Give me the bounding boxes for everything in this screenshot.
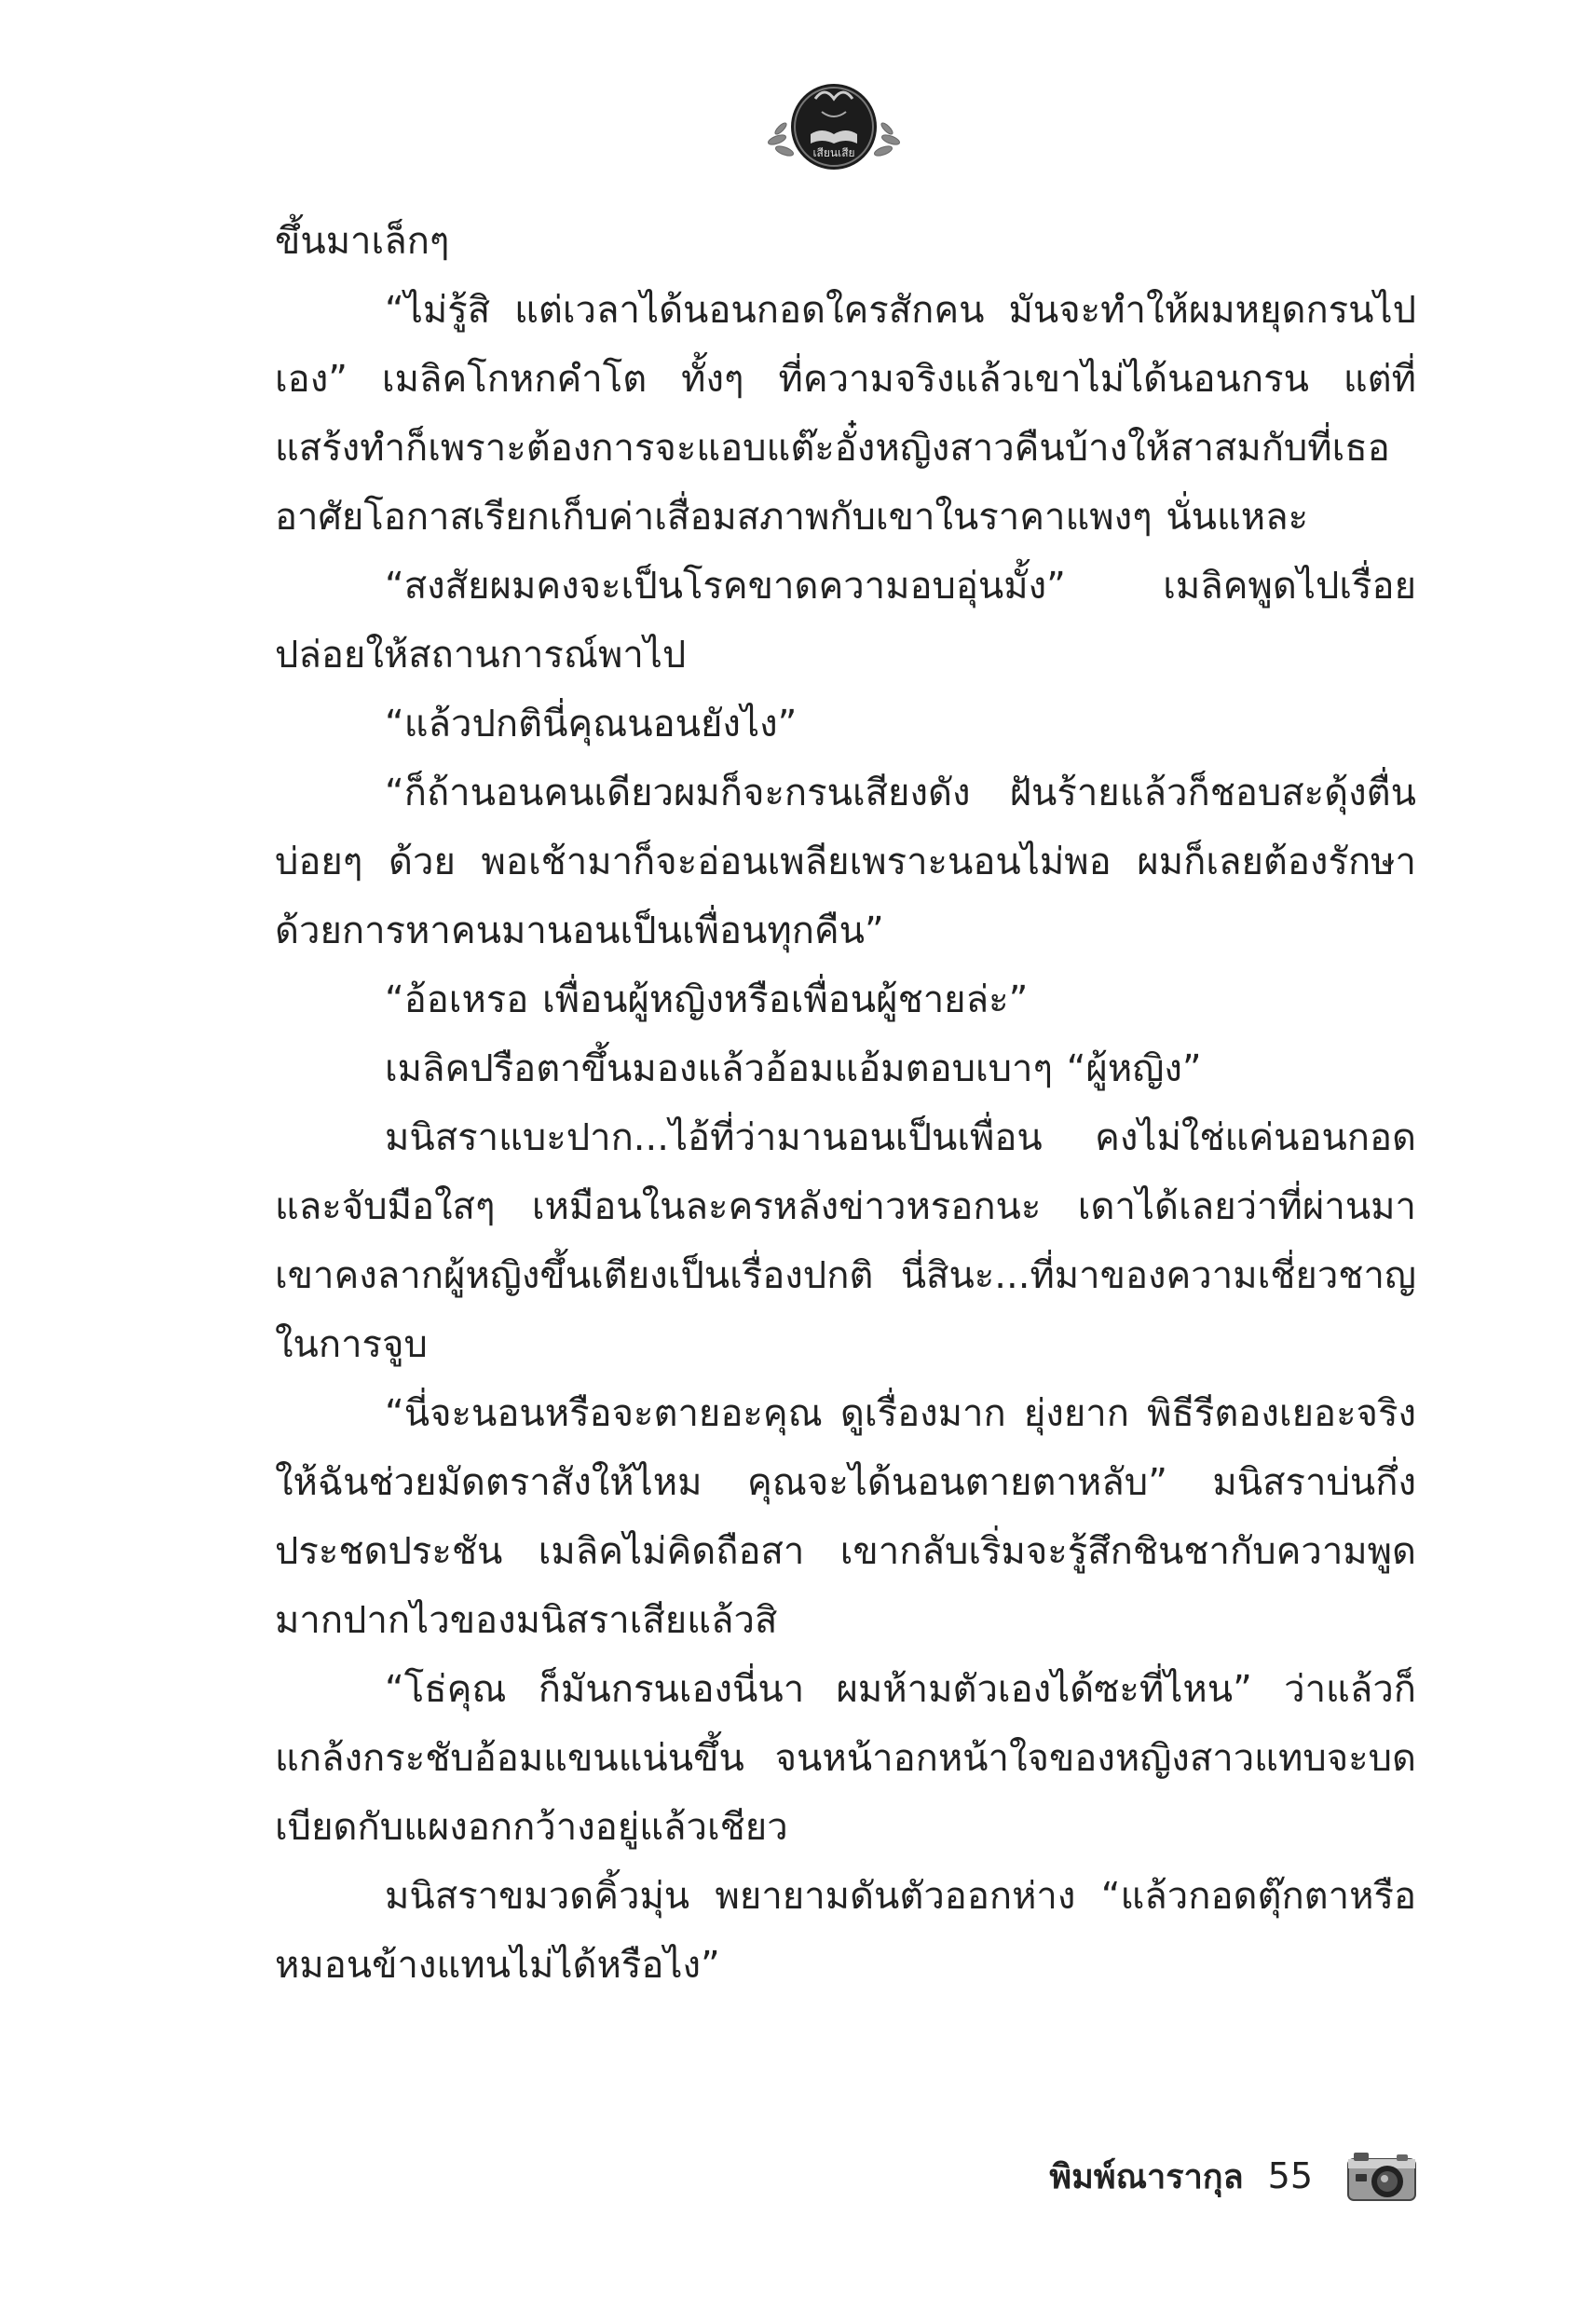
page-number: 55: [1267, 2155, 1313, 2196]
paragraph: มนิสราขมวดคิ้วมุ่น พยายามดันตัวออกห่าง “แล้วกอดตุ๊กตาหรือหมอนข้างแทนไม่ได้หรือไง”: [275, 1875, 1416, 1987]
paragraph: “อ้อเหรอ เพื่อนผู้หญิงหรือเพื่อนผู้ชายล่ะ”: [385, 978, 1029, 1021]
paragraph: เมลิคปรือตาขึ้นมองแล้วอ้อมแอ้มตอบเบาๆ “ผู้หญิง”: [385, 1047, 1202, 1090]
emblem-text: เสียนเสีย: [812, 146, 855, 159]
body-text: [275, 207, 1416, 2000]
book-title: พิมพ์ณารากุล: [1049, 2157, 1244, 2196]
camera-icon: [1344, 2146, 1419, 2206]
page-footer: [1049, 2134, 1419, 2218]
paragraph: มนิสราแบะปาก...ไอ้ที่ว่ามานอนเป็นเพื่อน คงไม่ใช่แค่นอนกอดและจับมือใสๆ เหมือนในละครหลังข่าวหรอกนะ เดาได้เลยว่าที่ผ่านมาเขาคงลากผู้หญิงขึ้นเตียงเป็นเรื่องปกติ นี่สินะ...ที่มาของความเชี่ยวชาญในการจูบ: [275, 1116, 1416, 1366]
paragraph: “ไม่รู้สิ แต่เวลาได้นอนกอดใครสักคน มันจะทำให้ผมหยุดกรนไปเอง” เมลิคโกหกคำโต ทั้งๆ ที่ความจริงแล้วเขาไม่ได้นอนกรน แต่ที่แสร้งทำก็เพราะต้องการจะแอบแต๊ะอั๋งหญิงสาวคืนบ้างให้สาสมกับที่เธออาศัยโอกาสเรียกเก็บค่าเสื่อมสภาพกับเขาในราคาแพงๆ นั่นแหละ: [275, 289, 1416, 539]
paragraph: “โธ่คุณ ก็มันกรนเองนี่นา ผมห้ามตัวเองได้ซะที่ไหน” ว่าแล้วก็แกล้งกระชับอ้อมแขนแน่นขึ้น จนหน้าอกหน้าใจของหญิงสาวแทบจะบดเบียดกับแผงอกกว้างอยู่แล้วเชียว: [275, 1668, 1416, 1849]
paragraph: ขึ้นมาเล็กๆ: [275, 220, 450, 263]
paragraph: “ก็ถ้านอนคนเดียวผมก็จะกรนเสียงดัง ฝันร้ายแล้วก็ชอบสะดุ้งตื่นบ่อยๆ ด้วย พอเช้ามาก็จะอ่อนเพลียเพราะนอนไม่พอ ผมก็เลยต้องรักษาด้วยการหาคนมานอนเป็นเพื่อนทุกคืน”: [275, 772, 1416, 952]
paragraph: “สงสัยผมคงจะเป็นโรคขาดความอบอุ่นมั้ง” เมลิคพูดไปเรื่อยปล่อยให้สถานการณ์พาไป: [275, 565, 1416, 677]
paragraph: “นี่จะนอนหรือจะตายอะคุณ ดูเรื่องมาก ยุ่งยาก พิธีรีตองเยอะจริง ให้ฉันช่วยมัดตราสังให้ไหม คุณจะได้นอนตายตาหลับ” มนิสราบ่นกึ่งประชดประชัน เมลิคไม่คิดถือสา เขากลับเริ่มจะรู้สึกชินชากับความพูดมากปากไวของมนิสราเสียแล้วสิ: [275, 1392, 1416, 1642]
ornament-emblem-icon: [764, 65, 904, 177]
paragraph: “แล้วปกตินี่คุณนอนยังไง”: [385, 703, 798, 745]
